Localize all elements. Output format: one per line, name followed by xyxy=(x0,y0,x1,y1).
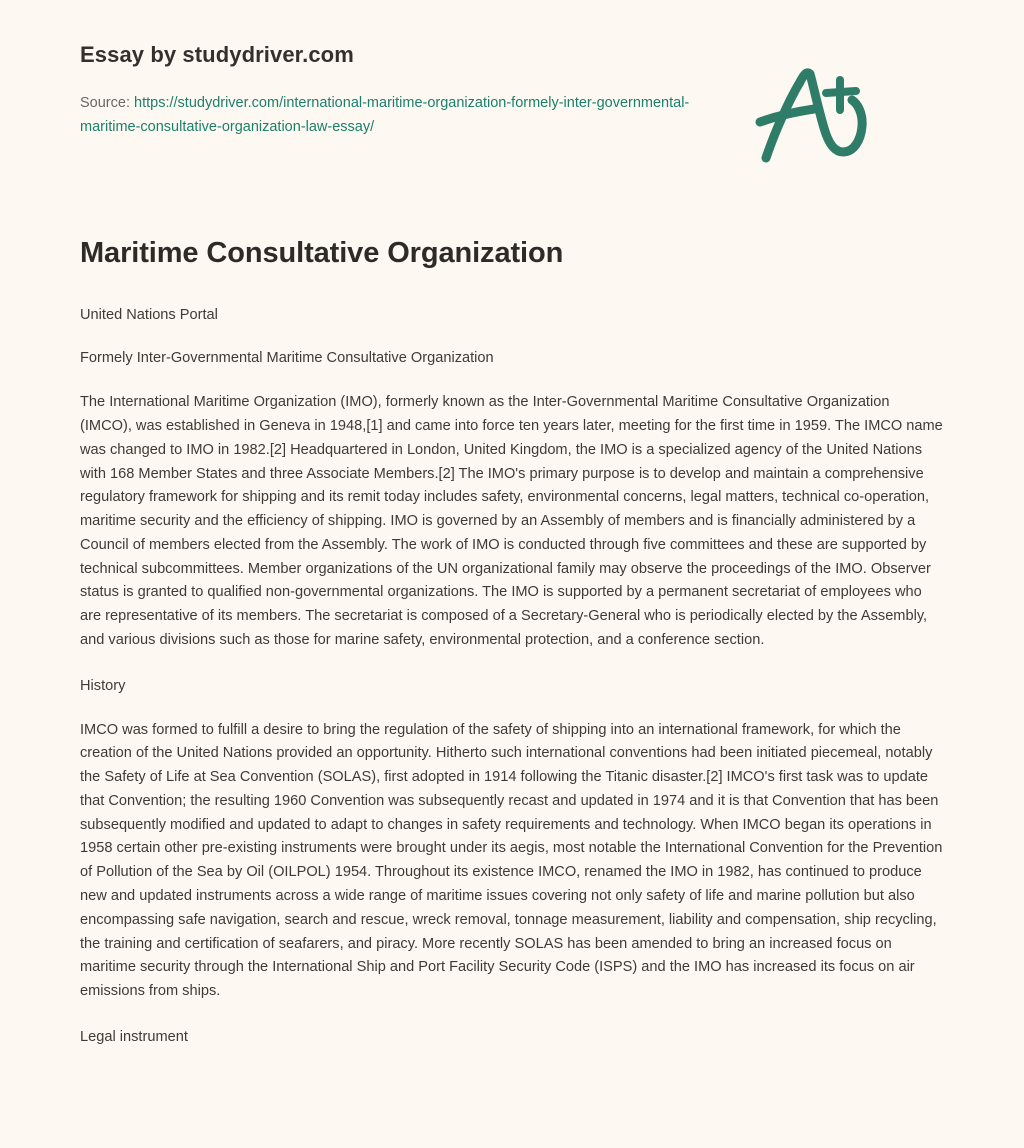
a-plus-logo xyxy=(744,62,884,172)
source-label: Source: xyxy=(80,95,130,112)
brand-title: Essay by studydriver.com xyxy=(80,42,354,67)
page-header xyxy=(80,0,944,139)
source-line xyxy=(80,92,720,139)
essay-body xyxy=(80,304,944,1050)
a-plus-logo-icon xyxy=(744,62,884,172)
intro-paragraph: The International Maritime Organization (IMO), formerly known as the Inter-Governmental Maritime Consultative Organization (IMCO), was established in Geneva in 1948,[1] and came into force ten years later, meeting for the first time in 1959. The IMCO name was changed to IMO in 1982.[2] Headquartered in London, United Kingdom, the IMO is a specialized agency of the United Nations with 168 Member States and three Associate Members.[2] The IMO's primary purpose is to develop and maintain a comprehensive regulatory framework for shipping and its remit today includes safety, environmental concerns, legal matters, technical co-operation, maritime security and the efficiency of shipping. IMO is governed by an Assembly of members and is financially administered by a Council of members elected from the Assembly. The work of IMO is conducted through five committees and these are supported by technical subcommittees. Member organizations of the UN organizational family may observe the proceedings of the IMO. Observer status is granted to qualified non-governmental organizations. The IMO is supported by a permanent secretariat of employees who are representative of its members. The secretariat is composed of a Secretary-General who is periodically elected by the Assembly, and various divisions such as those for marine safety, environmental protection, and a conference section. xyxy=(80,394,943,648)
subtitle-formely-line: Formely Inter-Governmental Maritime Consultative Organization xyxy=(80,350,494,367)
subtitle-united-nations-portal: United Nations Portal xyxy=(80,306,218,323)
section-heading-legal-instrument: Legal instrument xyxy=(80,1028,188,1045)
source-url-link[interactable]: https://studydriver.com/international-maritime-organization-formely-inter-governmental-maritime-consultative-organization-law-essay/ xyxy=(80,95,690,135)
section-heading-history: History xyxy=(80,677,126,694)
page-title: Maritime Consultative Organization xyxy=(80,237,564,270)
history-paragraph: IMCO was formed to fulfill a desire to bring the regulation of the safety of shipping into an international framework, for which the creation of the United Nations provided an opportunity. Hitherto such international conventions had been initiated piecemeal, notably the Safety of Life at Sea Convention (SOLAS), first adopted in 1914 following the Titanic disaster.[2] IMCO's first task was to update that Convention; the resulting 1960 Convention was subsequently recast and updated in 1974 and it is that Convention that has been subsequently modified and updated to adapt to changes in safety requirements and technology. When IMCO began its operations in 1958 certain other pre-existing instruments were brought under its aegis, most notable the International Convention for the Prevention of Pollution of the Sea by Oil (OILPOL) 1954. Throughout its existence IMCO, renamed the IMO in 1982, has continued to produce new and updated instruments across a wide range of maritime issues covering not only safety of life and marine pollution but also encompassing safe navigation, search and rescue, wreck removal, tonnage measurement, liability and compensation, ship recycling, the training and certification of seafarers, and piracy. More recently SOLAS has been amended to bring an increased focus on maritime security through the International Ship and Port Facility Security Code (ISPS) and the IMO has increased its focus on air emissions from ships. xyxy=(80,721,943,1000)
